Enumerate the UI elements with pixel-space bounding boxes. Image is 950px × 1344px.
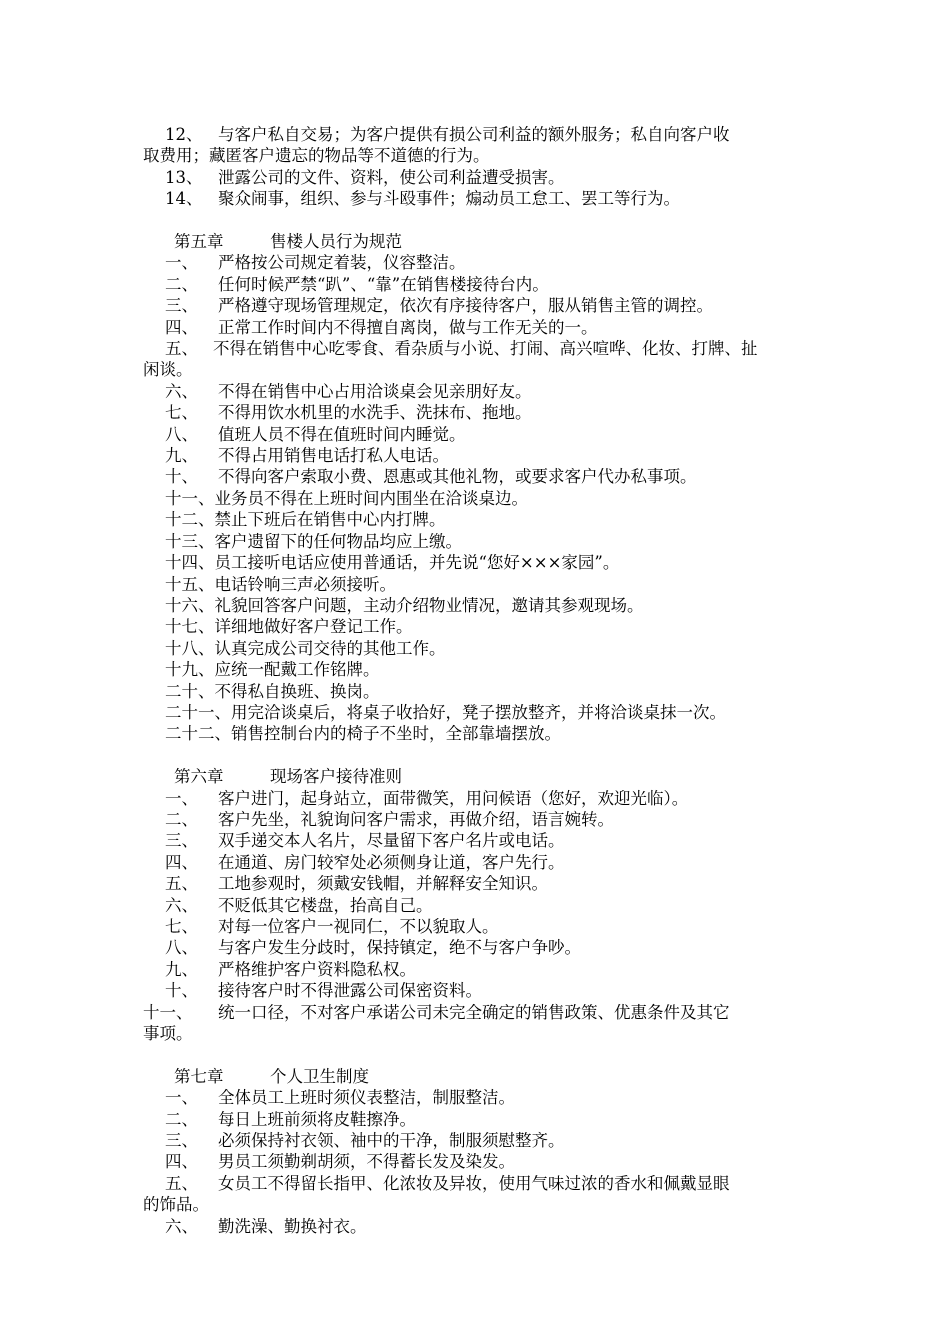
list-item <box>143 338 823 359</box>
item-text: 在通道、房门较窄处必须侧身让道，客户先行。 <box>218 852 565 872</box>
list-item: 十八、认真完成公司交待的其他工作。 <box>165 638 446 658</box>
item-number: 三、 <box>165 1131 198 1151</box>
item-number: 十一、 <box>143 1002 193 1022</box>
item-number: 五、 <box>165 1173 198 1193</box>
item-text: 严格按公司规定着装，仪容整洁。 <box>218 253 466 273</box>
list-item <box>143 1109 823 1130</box>
item-text: 接待客户时不得泄露公司保密资料。 <box>218 981 482 1001</box>
item-text: 与客户私自交易；为客户提供有损公司利益的额外服务；私自向客户收 <box>218 125 730 144</box>
item-number: 三、 <box>165 831 198 851</box>
list-item: 十五、电话铃响三声必须接听。 <box>165 574 396 594</box>
item-number: 二、 <box>165 809 198 829</box>
list-item: 十六、礼貌回答客户问题，主动介绍物业情况，邀请其参观现场。 <box>165 595 644 615</box>
list-item: 二十一、用完洽谈桌后，将桌子收拾好，凳子摆放整齐，并将洽谈桌抹一次。 <box>165 702 726 722</box>
item-text: 勤洗澡、勤换衬衣。 <box>218 1216 367 1236</box>
blank-line <box>143 210 823 231</box>
list-item <box>143 1173 823 1194</box>
list-item: 十七、详细地做好客户登记工作。 <box>165 617 413 637</box>
list-item <box>143 1216 823 1237</box>
list-item <box>143 1087 823 1108</box>
item-text: 聚众闹事，组织、参与斗殴事件；煽动员工怠工、罢工等行为。 <box>218 189 680 209</box>
item-text: 每日上班前须将皮鞋擦净。 <box>218 1109 416 1129</box>
list-item <box>143 124 823 145</box>
chapter-title: 个人卫生制度 <box>270 1066 369 1086</box>
item-text: 双手递交本人名片，尽量留下客户名片或电话。 <box>218 831 565 851</box>
item-number: 一、 <box>165 253 198 273</box>
list-item <box>143 830 823 851</box>
chapter-heading <box>143 1066 823 1087</box>
list-item <box>143 317 823 338</box>
list-item: 十一、业务员不得在上班时间内围坐在洽谈桌边。 <box>165 488 528 508</box>
item-number: 六、 <box>165 1216 198 1236</box>
item-number: 九、 <box>165 446 198 466</box>
list-item <box>143 466 823 487</box>
item-number: 十、 <box>165 467 198 487</box>
item-number: 14、 <box>165 189 203 209</box>
list-item <box>143 959 823 980</box>
item-continuation: 事项。 <box>143 1024 193 1044</box>
item-text: 正常工作时间内不得擅自离岗，做与工作无关的一。 <box>218 317 598 337</box>
item-number: 七、 <box>165 917 198 936</box>
list-item <box>143 167 823 188</box>
chapter-heading <box>143 766 823 787</box>
list-item <box>143 1130 823 1151</box>
item-number: 五、 <box>165 874 198 894</box>
chapter-number: 第七章 <box>174 1066 224 1086</box>
item-text: 不得在销售中心占用洽谈桌会见亲朋好友。 <box>218 381 532 401</box>
item-number: 八、 <box>165 424 198 444</box>
list-item: 十九、应统一配戴工作铭牌。 <box>165 660 380 680</box>
item-text: 严格维护客户资料隐私权。 <box>218 959 416 979</box>
item-text: 统一口径，不对客户承诺公司未完全确定的销售政策、优惠条件及其它 <box>218 1002 730 1022</box>
chapter-heading <box>143 231 823 252</box>
item-continuation: 取费用；藏匿客户遗忘的物品等不道德的行为。 <box>143 146 490 166</box>
list-item <box>143 852 823 873</box>
item-number: 一、 <box>165 1088 198 1108</box>
document-body <box>143 124 823 1237</box>
item-text: 严格遵守现场管理规定，依次有序接待客户，服从销售主管的调控。 <box>218 296 713 316</box>
item-text: 不得向客户索取小费、恩惠或其他礼物，或要求客户代办私事项。 <box>218 467 697 487</box>
item-number: 五、 <box>165 339 198 359</box>
chapter-title: 现场客户接待准则 <box>270 767 402 787</box>
item-number: 12、 <box>165 125 203 144</box>
item-text: 不得占用销售电话打私人电话。 <box>218 446 449 466</box>
item-text: 值班人员不得在值班时间内睡觉。 <box>218 424 466 444</box>
list-item <box>143 188 823 209</box>
list-item: 二十二、销售控制台内的椅子不坐时，全部靠墙摆放。 <box>165 724 561 744</box>
item-text: 必须保持衬衣领、袖中的干净，制服须慰整齐。 <box>218 1131 565 1151</box>
item-text: 男员工须勤剃胡须，不得蓄长发及染发。 <box>218 1152 515 1172</box>
item-text: 不得用饮水机里的水洗手、洗抹布、拖地。 <box>218 403 532 423</box>
item-text: 客户进门，起身站立，面带微笑，用问候语（您好，欢迎光临）。 <box>218 788 689 808</box>
list-item <box>143 788 823 809</box>
blank-line <box>143 745 823 766</box>
item-number: 四、 <box>165 1152 198 1172</box>
item-text: 对每一位客户一视同仁，不以貌取人。 <box>218 917 499 936</box>
chapter-number: 第五章 <box>174 232 224 252</box>
item-number: 三、 <box>165 296 198 316</box>
blank-line <box>143 1044 823 1065</box>
list-item <box>143 402 823 423</box>
list-item <box>143 809 823 830</box>
list-item: 十四、员工接听电话应使用普通话，并先说“您好×××家园”。 <box>165 553 620 573</box>
list-item <box>143 381 823 402</box>
item-number: 二、 <box>165 1109 198 1129</box>
item-number: 四、 <box>165 317 198 337</box>
item-number: 八、 <box>165 938 198 958</box>
item-text: 任何时候严禁“趴”、“靠”在销售楼接待台内。 <box>218 274 549 294</box>
list-item <box>143 937 823 958</box>
list-item <box>143 980 823 1001</box>
list-item <box>143 1002 823 1023</box>
list-item: 二十、不得私自换班、换岗。 <box>165 681 380 701</box>
list-item: 十二、禁止下班后在销售中心内打牌。 <box>165 510 446 530</box>
item-text: 工地参观时，须戴安钱帽，并解释安全知识。 <box>218 874 548 894</box>
list-item <box>143 252 823 273</box>
item-number: 四、 <box>165 852 198 872</box>
list-item <box>143 1151 823 1172</box>
list-item <box>143 445 823 466</box>
item-number: 六、 <box>165 381 198 401</box>
list-item <box>143 274 823 295</box>
item-number: 七、 <box>165 403 198 423</box>
item-number: 六、 <box>165 895 198 915</box>
item-continuation: 的饰品。 <box>143 1195 209 1215</box>
item-text: 女员工不得留长指甲、化浓妆及异妆，使用气味过浓的香水和佩戴显眼 <box>218 1173 730 1193</box>
list-item <box>143 873 823 894</box>
item-number: 一、 <box>165 788 198 808</box>
item-number: 13、 <box>165 167 203 187</box>
chapter-number: 第六章 <box>174 767 224 787</box>
item-text: 与客户发生分歧时，保持镇定，绝不与客户争吵。 <box>218 938 581 958</box>
item-text: 泄露公司的文件、资料，使公司利益遭受损害。 <box>218 167 565 187</box>
item-number: 十、 <box>165 981 198 1001</box>
list-item <box>143 424 823 445</box>
list-item <box>143 916 823 937</box>
list-item: 十三、客户遗留下的任何物品均应上缴。 <box>165 531 462 551</box>
item-text: 全体员工上班时须仪表整洁，制服整洁。 <box>218 1088 515 1108</box>
item-text: 不得在销售中心吃零食、看杂质与小说、打闹、高兴喧哗、化妆、打牌、扯 <box>213 339 758 359</box>
chapter-title: 售楼人员行为规范 <box>270 232 402 252</box>
item-number: 九、 <box>165 959 198 979</box>
item-text: 客户先坐，礼貌询问客户需求，再做介绍，语言婉转。 <box>218 809 614 829</box>
item-number: 二、 <box>165 274 198 294</box>
item-continuation: 闲谈。 <box>143 360 193 380</box>
list-item <box>143 295 823 316</box>
item-text: 不贬低其它楼盘，抬高自己。 <box>218 895 433 915</box>
list-item <box>143 895 823 916</box>
